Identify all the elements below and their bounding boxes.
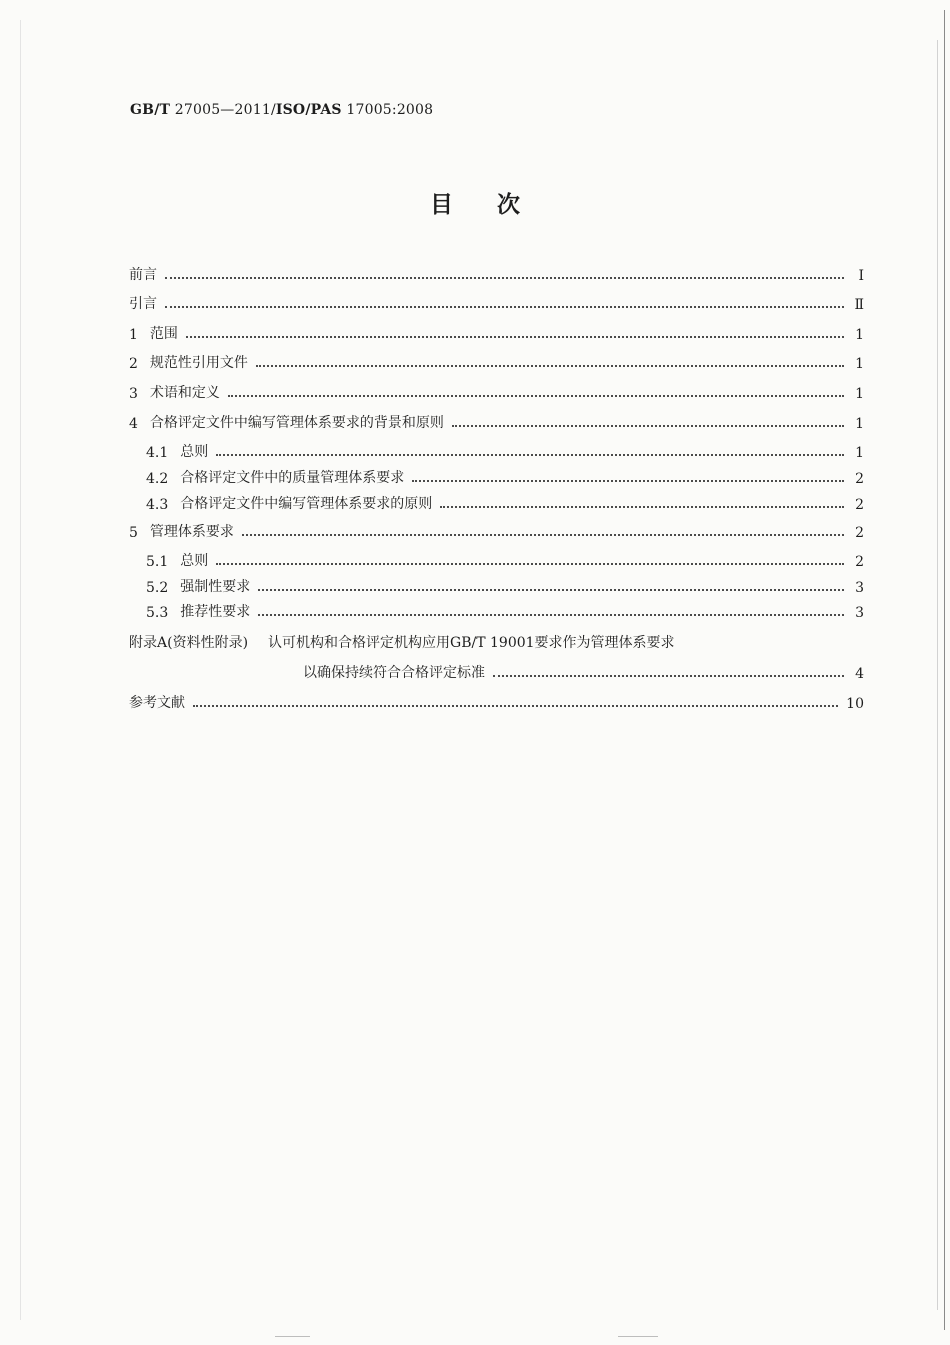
dot-leader: [216, 563, 844, 565]
dot-leader: [242, 534, 844, 536]
page-number: 3: [855, 580, 864, 596]
page-number: 1: [855, 386, 864, 402]
toc-entry-5-1[interactable]: 5.1 总则 2: [146, 553, 864, 570]
toc-entry-5-3[interactable]: 5.3 推荐性要求 3: [146, 604, 864, 621]
scan-edge-right-inner: [937, 40, 938, 1310]
annex-title-line2: 以确保持续符合合格评定标准: [303, 665, 485, 681]
section-number: 5.3: [146, 605, 169, 621]
toc-entry-4-1[interactable]: 4.1 总则 1: [146, 444, 864, 461]
dot-leader: [216, 454, 844, 456]
toc-entry-4-2[interactable]: 4.2 合格评定文件中的质量管理体系要求 2: [146, 470, 864, 487]
annex-title-line1: 认可机构和合格评定机构应用GB/T 19001要求作为管理体系要求: [268, 635, 675, 651]
annex-label: 附录A(资料性附录): [129, 635, 249, 651]
toc-entry-annex-a-cont[interactable]: [303, 660, 864, 682]
dot-leader: [493, 675, 844, 677]
toc-entry-5-2[interactable]: 5.2 强制性要求 3: [146, 579, 864, 596]
page-number: 2: [855, 497, 864, 513]
toc-entry-references[interactable]: 参考文献 10: [129, 695, 864, 712]
toc-entry-4-3[interactable]: 4.3 合格评定文件中编写管理体系要求的原则 2: [146, 496, 864, 513]
section-number: 2: [129, 356, 138, 372]
dot-leader: [256, 365, 844, 367]
dot-leader: [165, 306, 844, 308]
page-number: 1: [855, 356, 864, 372]
page-number: Ⅱ: [854, 297, 864, 313]
toc-entry-4[interactable]: 4 合格评定文件中编写管理体系要求的背景和原则 1: [129, 415, 864, 432]
toc-title: 目次: [430, 191, 564, 218]
toc-entry-3[interactable]: 3 术语和定义 1: [129, 385, 864, 402]
section-number: 5.2: [146, 580, 169, 596]
dot-leader: [452, 425, 844, 427]
toc-entry-annex-a[interactable]: [129, 630, 675, 652]
dot-leader: [165, 277, 844, 279]
page-number: 1: [855, 445, 864, 461]
page-number: 4: [855, 666, 864, 682]
page-number: 3: [855, 605, 864, 621]
scan-smudge: [618, 1336, 658, 1337]
dot-leader: [440, 506, 844, 508]
dot-leader: [412, 480, 844, 482]
dot-leader: [258, 614, 844, 616]
page-number: 1: [855, 327, 864, 343]
page-number: 1: [855, 416, 864, 432]
page-number: 2: [855, 471, 864, 487]
section-number: 3: [129, 386, 138, 402]
page-number: 2: [855, 525, 864, 541]
section-number: 5.1: [146, 554, 169, 570]
section-number: 4.3: [146, 497, 169, 513]
toc-entry-2[interactable]: 2 规范性引用文件 1: [129, 355, 864, 372]
section-number: 5: [129, 525, 138, 541]
toc-entry-introduction[interactable]: 引言 Ⅱ: [129, 296, 864, 313]
page-number: 10: [846, 696, 864, 712]
page-number: 2: [855, 554, 864, 570]
toc-entry-foreword[interactable]: 前言 Ⅰ: [129, 267, 864, 284]
section-number: 1: [129, 327, 138, 343]
toc-entry-5[interactable]: 5 管理体系要求 2: [129, 524, 864, 541]
section-number: 4.2: [146, 471, 169, 487]
dot-leader: [228, 395, 844, 397]
scan-smudge: [275, 1336, 310, 1337]
section-number: 4.1: [146, 445, 169, 461]
toc-entry-1[interactable]: 1 范围 1: [129, 326, 864, 343]
page-number: Ⅰ: [858, 268, 864, 284]
standard-code: GB/T 27005—2011/ISO/PAS 17005:2008: [130, 102, 434, 118]
section-number: 4: [129, 416, 138, 432]
dot-leader: [186, 336, 844, 338]
dot-leader: [193, 705, 838, 707]
dot-leader: [258, 589, 844, 591]
